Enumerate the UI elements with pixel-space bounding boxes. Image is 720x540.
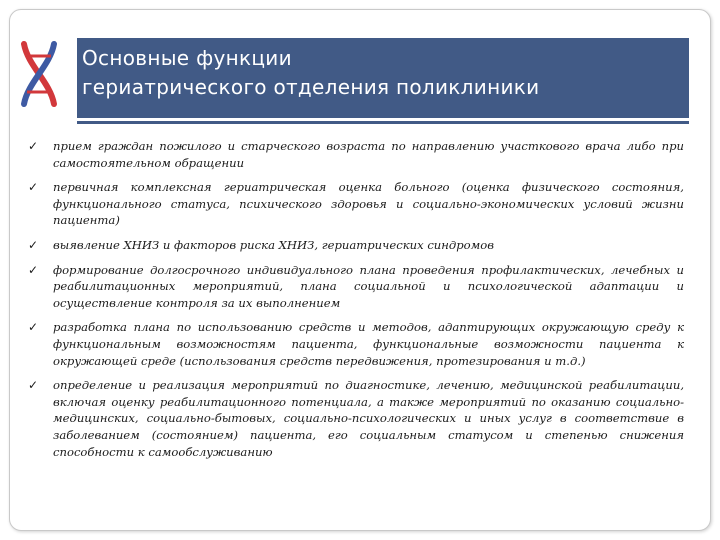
checkmark-icon: ✓ — [28, 378, 39, 393]
list-item — [28, 319, 684, 369]
list-item — [28, 377, 684, 460]
list-item-text: разработка плана по использованию средств и методов, адаптирующих окружающую среду к функциональным возможностям пациента, функциональные возможности пациента к окружающей среде (использования средств передвижения, протезирования и т.д.) — [53, 320, 684, 368]
list-item — [28, 262, 684, 312]
checkmark-icon: ✓ — [28, 237, 39, 252]
list-item-text: прием граждан пожилого и старческого возраста по направлению участкового врача либо при самостоятельном обращении — [53, 139, 684, 170]
list-item-text: формирование долгосрочного индивидуального плана проведения профилактических, лечебных и реабилитационных мероприятий, плана социальной и психологической адаптации и осуществление контроля за их выполнением — [53, 262, 684, 310]
list-item — [28, 179, 684, 229]
title-line-2: гериатрического отделения поликлиники — [82, 75, 540, 99]
list-item — [28, 237, 684, 254]
title-line-1: Основные функции — [82, 46, 292, 70]
checkmark-icon: ✓ — [28, 139, 39, 153]
title-underline — [77, 121, 689, 124]
functions-list — [28, 138, 684, 468]
list-item-text: первичная комплексная гериатрическая оценка больного (оценка физического состояния, функционального статуса, психического здоровья и социально-экономических условий жизни пациента) — [53, 180, 684, 228]
dna-logo-icon — [18, 40, 60, 108]
checkmark-icon: ✓ — [28, 262, 39, 277]
list-item-text: выявление ХНИЗ и факторов риска ХНИЗ, гериатрических синдромов — [53, 237, 495, 252]
checkmark-icon: ✓ — [28, 180, 39, 195]
slide-title — [82, 44, 682, 102]
list-item-text: определение и реализация мероприятий по диагностике, лечению, медицинской реабилитации, включая оценку реабилитационного потенциала, а также мероприятий по оказанию социально-медицинских, социально-бытовых, социально-психологических и иных услуг в соответствие в заболеванием (состоянием) пациента, его социальным статусом и степенью снижения способности к самообслуживанию — [53, 378, 684, 459]
checkmark-icon: ✓ — [28, 320, 39, 335]
list-item — [28, 138, 684, 171]
